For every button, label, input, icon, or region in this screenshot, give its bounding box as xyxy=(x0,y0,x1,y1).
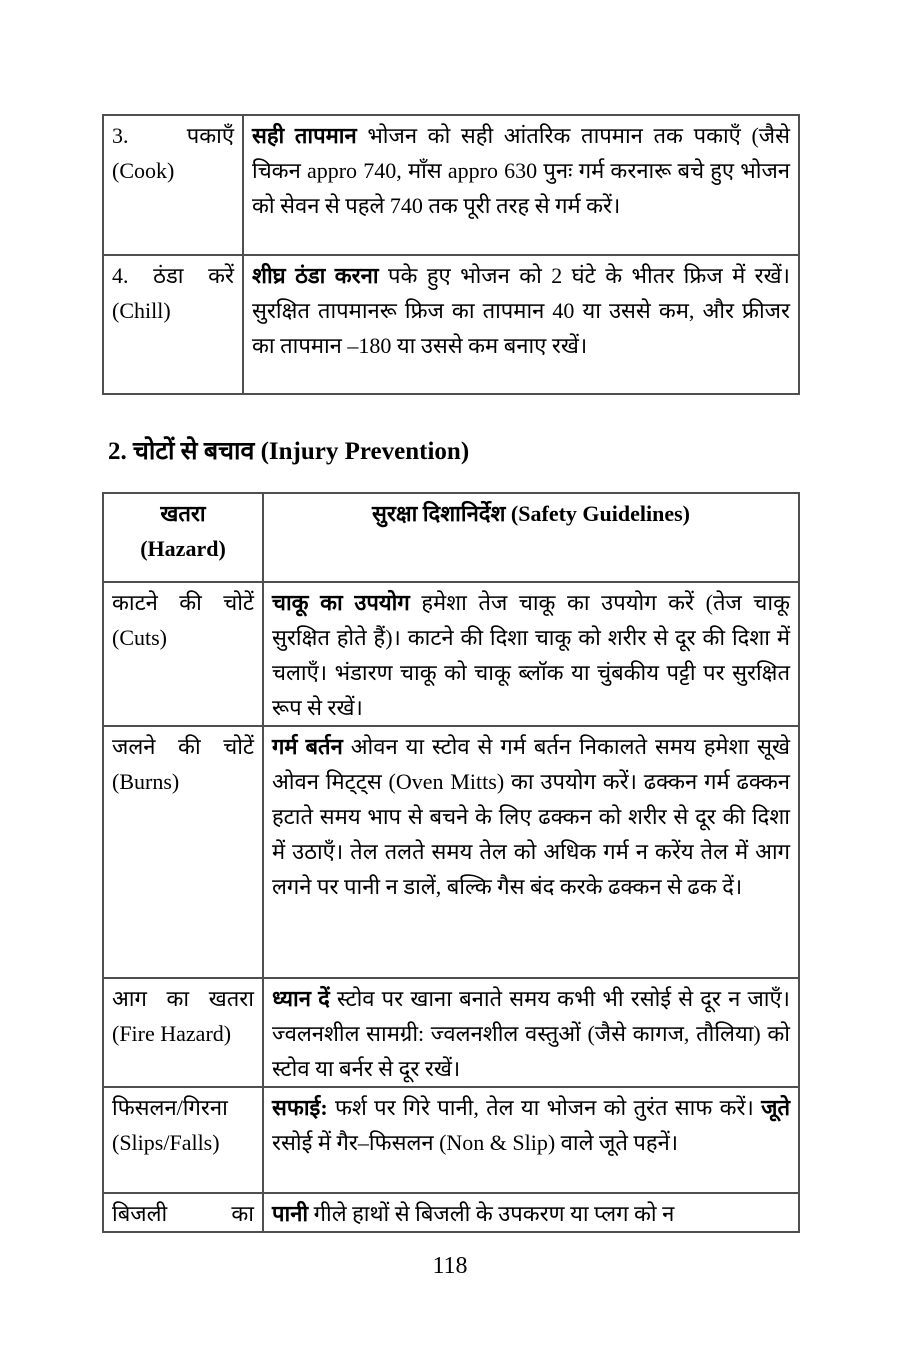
description-cell xyxy=(243,115,799,255)
hazard-label: काटने की चोटें xyxy=(112,590,254,615)
step-cell xyxy=(103,115,243,255)
section-heading: 2. चोटों से बचाव (Injury Prevention) xyxy=(108,438,470,465)
description-cell xyxy=(243,255,799,394)
hazard-header-english: (Hazard) xyxy=(140,536,226,561)
hazard-label: आग का खतरा xyxy=(112,986,254,1011)
guideline-lead: पानी xyxy=(272,1201,309,1226)
description-lead: सही तापमान xyxy=(252,123,357,148)
injury-prevention-table xyxy=(102,492,800,1233)
guidelines-header-cell: सुरक्षा दिशानिर्देश (Safety Guidelines) xyxy=(263,493,799,582)
hazard-label-english: (Cuts) xyxy=(112,625,167,650)
guideline-text: गीले हाथों से बिजली के उपकरण या प्लग को न xyxy=(308,1201,675,1226)
food-safety-table xyxy=(102,114,800,395)
table-row xyxy=(103,726,799,978)
description-lead: शीघ्र ठंडा करना xyxy=(252,263,379,288)
guideline-cell xyxy=(263,978,799,1087)
guideline-lead-2: जूते xyxy=(761,1095,790,1120)
table-row xyxy=(103,978,799,1087)
guideline-lead: गर्म बर्तन xyxy=(272,734,343,759)
table-row xyxy=(103,115,799,255)
hazard-label: बिजली का xyxy=(112,1201,254,1226)
step-label-english: (Cook) xyxy=(112,158,175,183)
guideline-text: हमेशा तेज चाकू का उपयोग करें (तेज चाकू सुरक्षित होते हैं)। काटने की दिशा चाकू को शरीर से दूर की दिशा में चलाएँ। भंडारण चाकू को चाकू ब्लॉक या चुंबकीय पट्टी पर सुरक्षित रूप से रखें। xyxy=(272,590,790,720)
guideline-cell xyxy=(263,1193,799,1232)
table-row xyxy=(103,255,799,394)
hazard-cell xyxy=(103,582,263,726)
guideline-lead: चाकू का उपयोग xyxy=(272,590,410,615)
table-row xyxy=(103,582,799,726)
step-label: 4. ठंडा करें xyxy=(112,263,234,288)
step-cell xyxy=(103,255,243,394)
hazard-label-english: (Slips/Falls) xyxy=(112,1130,220,1155)
description-text: भोजन को सही आंतरिक तापमान तक पकाएँ (जैसे चिकन appro 740, माँस appro 630 पुनः गर्म करनारू बचे हुए भोजन को सेवन से पहले 740 तक पूरी तरह से गर्म करें। xyxy=(252,123,790,218)
table-row xyxy=(103,1087,799,1193)
hazard-label-english: (Burns) xyxy=(112,769,180,794)
guideline-cell xyxy=(263,1087,799,1193)
guideline-text: स्टोव पर खाना बनाते समय कभी भी रसोई से दूर न जाएँ। ज्वलनशील सामग्री: ज्वलनशील वस्तुओं (जैसे कागज, तौलिया) को स्टोव या बर्नर से दूर रखें। xyxy=(272,986,790,1081)
description-text: पके हुए भोजन को 2 घंटे के भीतर फ्रिज में रखें। सुरक्षित तापमानरू फ्रिज का तापमान 40 या उससे कम, और फ्रीजर का तापमान –180 या उससे कम बनाए रखें। xyxy=(252,263,790,358)
guideline-cell xyxy=(263,582,799,726)
step-label: 3. पकाएँ xyxy=(112,123,234,148)
guideline-text: फर्श पर गिरे पानी, तेल या भोजन को तुरंत साफ करें। xyxy=(327,1095,762,1120)
hazard-cell xyxy=(103,1193,263,1232)
hazard-header-cell xyxy=(103,493,263,582)
hazard-cell xyxy=(103,1087,263,1193)
hazard-label: जलने की चोटें xyxy=(112,734,254,759)
guideline-cell xyxy=(263,726,799,978)
guideline-lead: सफाई: xyxy=(272,1095,328,1120)
table-header-row xyxy=(103,493,799,582)
page-number: 118 xyxy=(432,1253,468,1279)
guideline-lead: ध्यान दें xyxy=(272,986,330,1011)
guideline-text: ओवन या स्टोव से गर्म बर्तन निकालते समय हमेशा सूखे ओवन मिट्ट्स (Oven Mitts) का उपयोग करें। ढक्कन गर्म ढक्कन हटाते समय भाप से बचने के लिए ढक्कन को शरीर से दूर की दिशा में उठाएँ। तेल तलते समय तेल को अधिक गर्म न करेंय तेल में आग लगने पर पानी न डालें, बल्कि गैस बंद करके ढक्कन से ढक दें। xyxy=(272,734,790,899)
hazard-label-english: (Fire Hazard) xyxy=(112,1021,232,1046)
guideline-text-2: रसोई में गैर–फिसलन (Non & Slip) वाले जूते पहनें। xyxy=(272,1130,679,1155)
hazard-cell xyxy=(103,726,263,978)
hazard-label: फिसलन/गिरना xyxy=(112,1095,228,1120)
table-row xyxy=(103,1193,799,1232)
hazard-header: खतरा xyxy=(160,501,206,526)
step-label-english: (Chill) xyxy=(112,298,171,323)
hazard-cell xyxy=(103,978,263,1087)
